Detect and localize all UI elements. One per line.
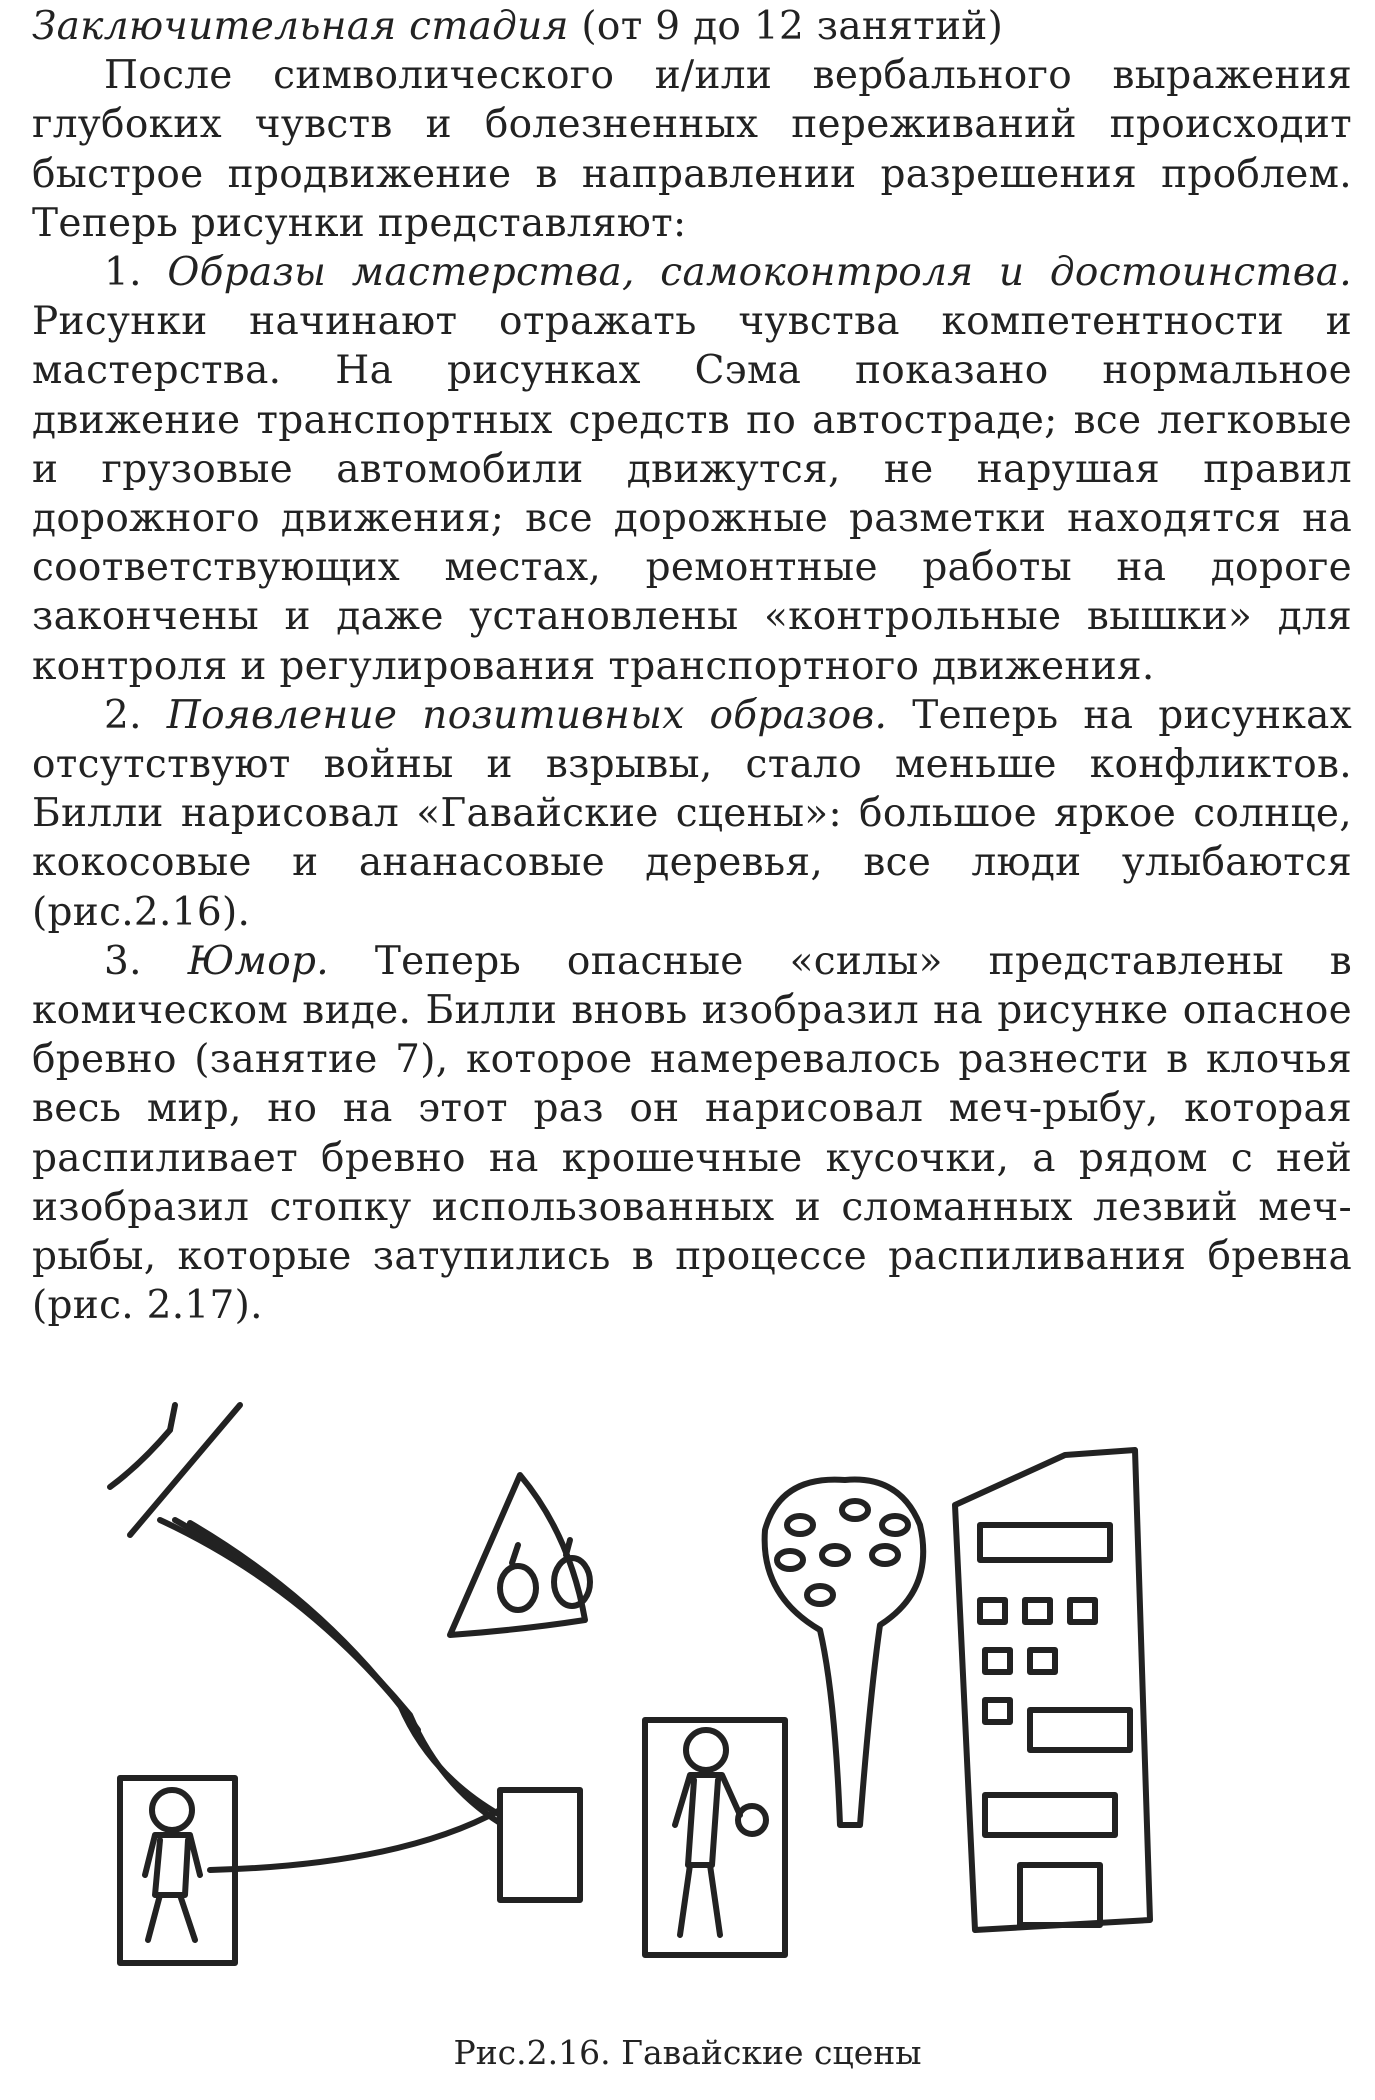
- item-number: 1.: [104, 250, 168, 296]
- item-title: Юмор.: [187, 938, 329, 984]
- list-item: [32, 937, 1352, 1331]
- list-item: [32, 248, 1352, 691]
- item-number: 2.: [104, 692, 167, 738]
- section-heading-italic: Заключительная стадия: [32, 4, 569, 49]
- center-person-frame: [645, 1720, 785, 1955]
- item-title: Образы мастерства, самоконтроля и достоинства.: [167, 250, 1352, 296]
- body-text: [32, 2, 1352, 1330]
- figure-caption: Рис.2.16. Гавайские сцены: [453, 2033, 922, 2072]
- list-item: [32, 691, 1352, 937]
- hawaiian-scenes-drawing: [100, 1395, 1350, 1975]
- section-heading-rest: (от 9 до 12 занятий): [568, 4, 1004, 49]
- fruit-tree: [765, 1480, 924, 1825]
- item-body: Теперь опасные «силы» представлены в комическом виде. Билли вновь изобразил на рисунке опасное бревно (занятие 7), которое намеревалось разнести в клочья весь мир, но на этот раз он нарисовал меч-рыбу, которая распиливает бревно на крошечные кусочки, а рядом с ней изобразил стопку использованных и сломанных лезвий меч-рыбы, которые затупились в процессе распиливания бревна (рис. 2.17).: [32, 938, 1352, 1329]
- sign-box: [500, 1790, 580, 1900]
- item-body: Теперь на рисунках отсутствуют войны и взрывы, стало меньше конфликтов. Билли нарисовал «Гавайские сцены»: большое яркое солнце, кокосовые и ананасовые деревья, все люди улыбаются (рис.2.16).: [32, 692, 1352, 935]
- intro-paragraph: После символического и/или вербального выражения глубоких чувств и болезненных переживаний происходит быстрое продвижение в направлении разрешения проблем. Теперь рисунки представляют:: [32, 53, 1352, 246]
- item-body: Рисунки начинают отражать чувства компетентности и мастерства. На рисунках Сэма показано нормальное движение транспортных средств по автостраде; все легковые и грузовые автомобили движутся, не нарушая правил дорожного движения; все дорожные разметки находятся на соответствующих местах, ремонтные работы на дороге закончены и даже установлены «контрольные вышки» для контроля и регулирования транспортного движения.: [32, 299, 1352, 689]
- item-number: 3.: [104, 938, 188, 984]
- item-title: Появление позитивных образов.: [166, 692, 888, 738]
- pineapple-drawing: [450, 1475, 590, 1635]
- branch-drawing: [160, 1520, 500, 1870]
- section-heading: [32, 2, 1352, 51]
- sun-drawing: [110, 1405, 240, 1535]
- building-drawing: [955, 1450, 1150, 1930]
